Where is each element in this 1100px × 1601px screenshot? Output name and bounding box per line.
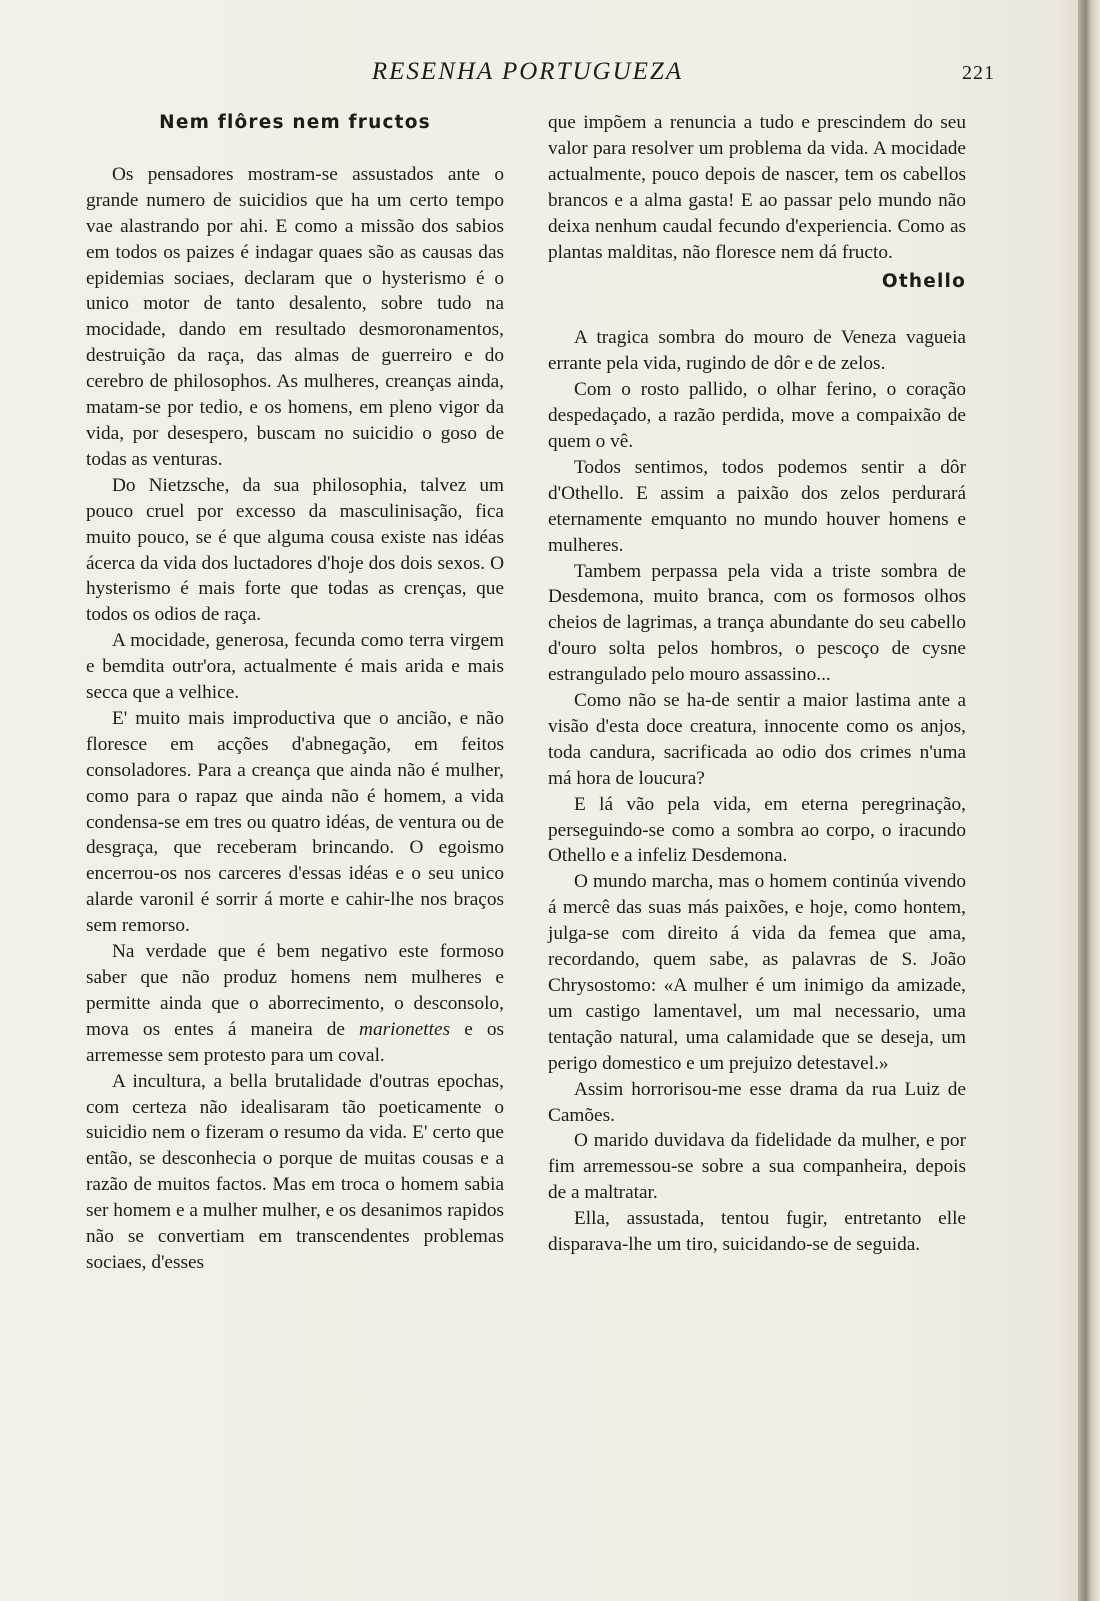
article2-paragraph-4: Tambem perpassa pela vida a triste sombra de Desdemona, muito branca, com os formosos olhos cheios de lagrimas, a trança abundante do seu cabello d'ouro solta pelos hombros, o pescoço de cysne estrangulado pelo mouro assassino... xyxy=(548,560,966,686)
article2-paragraph-1: A tragica sombra do mouro de Veneza vagueia errante pela vida, rugindo de dôr e de zelos. xyxy=(548,327,966,375)
book-spine-edge xyxy=(1078,0,1100,1601)
italic-term-marionettes: marionettes xyxy=(359,1018,451,1040)
article2-paragraph-5: Como não se ha-de sentir a maior lastima ante a visão d'esta doce creatura, innocente como os anjos, toda candura, sacrificada ao odio dos crimes n'uma má hora de loucura? xyxy=(548,690,966,789)
article1-paragraph-4: E' muito mais improductiva que o ancião, e não floresce em acções d'abnegação, em feitos consoladores. Para a creança que ainda não é mulher, como para o rapaz que ainda não é homem, a vida condensa-se em tres ou quatro idéas, de ventura ou de desgraça, que receberam brincando. O egoismo encerrou-os nos carceres d'essas idéas e o seu unico alarde varonil é sorrir á morte e cahir-lhe nos braços sem remorso. xyxy=(86,707,504,937)
article2-paragraph-7: O mundo marcha, mas o homem continúa vivendo á mercê das suas más paixões, e hoje, como hontem, julga-se com direito á vida da femea que ama, recordando, quem sabe, as palavras de S. João Chrysostomo: «A mulher é um inimigo da amizade, um castigo lamentavel, um mal necessario, uma tentação natural, uma calamidade que se deseja, um perigo domestico e um prejuizo detestavel.» xyxy=(548,871,966,1074)
article-title-othello: Othello xyxy=(881,271,966,293)
article1-paragraph-5-start: Na verdade que é bem negativo este formoso saber que não produz homens nem mulheres e permitte ainda que o aborrecimento, o desconsolo, mova os entes á maneira de xyxy=(86,941,504,1040)
article1-paragraph-5 xyxy=(86,939,504,1069)
article1-paragraph-3: A mocidade, generosa, fecunda como terra virgem e bemdita outr'ora, actualmente é mais arida e mais secca que a velhice. xyxy=(86,630,504,704)
article1-continuation: que impõem a renuncia a tudo e prescindem do seu valor para resolver um problema da vida. A mocidade actualmente, pouco depois de nascer, tem os cabellos brancos e a alma gasta! E ao passar pelo mundo não deixa nenhum caudal fecundo d'experiencia. Como as plantas malditas, não floresce nem dá fructo. xyxy=(548,112,966,263)
left-column xyxy=(86,110,504,1276)
article2-paragraph-10: Ella, assustada, tentou fugir, entretanto elle disparava-lhe um tiro, suicidando-se de seguida. xyxy=(548,1208,966,1256)
page-number: 221 xyxy=(962,62,995,84)
article1-paragraph-5-end: e os arremesse sem protesto para um coval. xyxy=(86,1018,504,1066)
running-header xyxy=(60,58,995,92)
article1-paragraph-2: Do Nietzsche, da sua philosophia, talvez um pouco cruel por excesso da masculinisação, fica muito pouco, se é que alguma cousa existe nas idéas ácerca da vida dos luctadores d'hoje dos dois sexos. O hysterismo é mais forte que todas as crenças, que todos os odios de raça. xyxy=(86,474,504,626)
article2-paragraph-9: O marido duvidava da fidelidade da mulher, e por fim arremessou-se sobre a sua companheira, depois de a maltratar. xyxy=(548,1130,966,1204)
article-title-nem-flores: Nem flôres nem fructos xyxy=(159,112,431,133)
article2-paragraph-6: E lá vão pela vida, em eterna peregrinação, perseguindo-se como a sombra ao corpo, o iracundo Othello e a infeliz Desdemona. xyxy=(548,793,966,867)
article2-paragraph-2: Com o rosto pallido, o olhar ferino, o coração despedaçado, a razão perdida, move a compaixão de quem o vê. xyxy=(548,379,966,452)
article2-paragraph-3: Todos sentimos, todos podemos sentir a dôr d'Othello. E assim a paixão dos zelos perdurará eternamente emquanto no mundo houver homens e mulheres. xyxy=(548,456,966,556)
article1-paragraph-1: Os pensadores mostram-se assustados ante o grande numero de suicidios que ha um certo tempo vae alastrando por ahi. E como a missão dos sabios em todos os paizes é indagar quaes são as causas das epidemias sociaes, declaram que o hysterismo é o unico motor de tanto desalento, sobre tudo na mocidade, dando em resultado desmoronamentos, destruição da raça, das almas de guerreiro e do cerebro de philosophos. As mulheres, creanças ainda, matam-se por tedio, e os homens, em pleno vigor da vida, por desespero, buscam no suicidio o goso de todas as venturas. xyxy=(86,163,504,470)
article1-paragraph-6: A incultura, a bella brutalidade d'outras epochas, com certeza não idealisaram tão poeticamente o suicidio nem o fizeram o resumo da vida. E' certo que então, se desconhecia o porque de muitas cousas e a razão de muitos factos. Mas em troca o homem sabia ser homem e a mulher mulher, e os desanimos rapidos não se convertiam em transcendentes problemas sociaes, d'esses xyxy=(86,1070,504,1273)
running-title: RESENHA PORTUGUEZA xyxy=(371,58,684,85)
right-column xyxy=(548,110,966,1258)
article2-paragraph-8: Assim horrorisou-me esse drama da rua Luiz de Camões. xyxy=(548,1078,966,1126)
